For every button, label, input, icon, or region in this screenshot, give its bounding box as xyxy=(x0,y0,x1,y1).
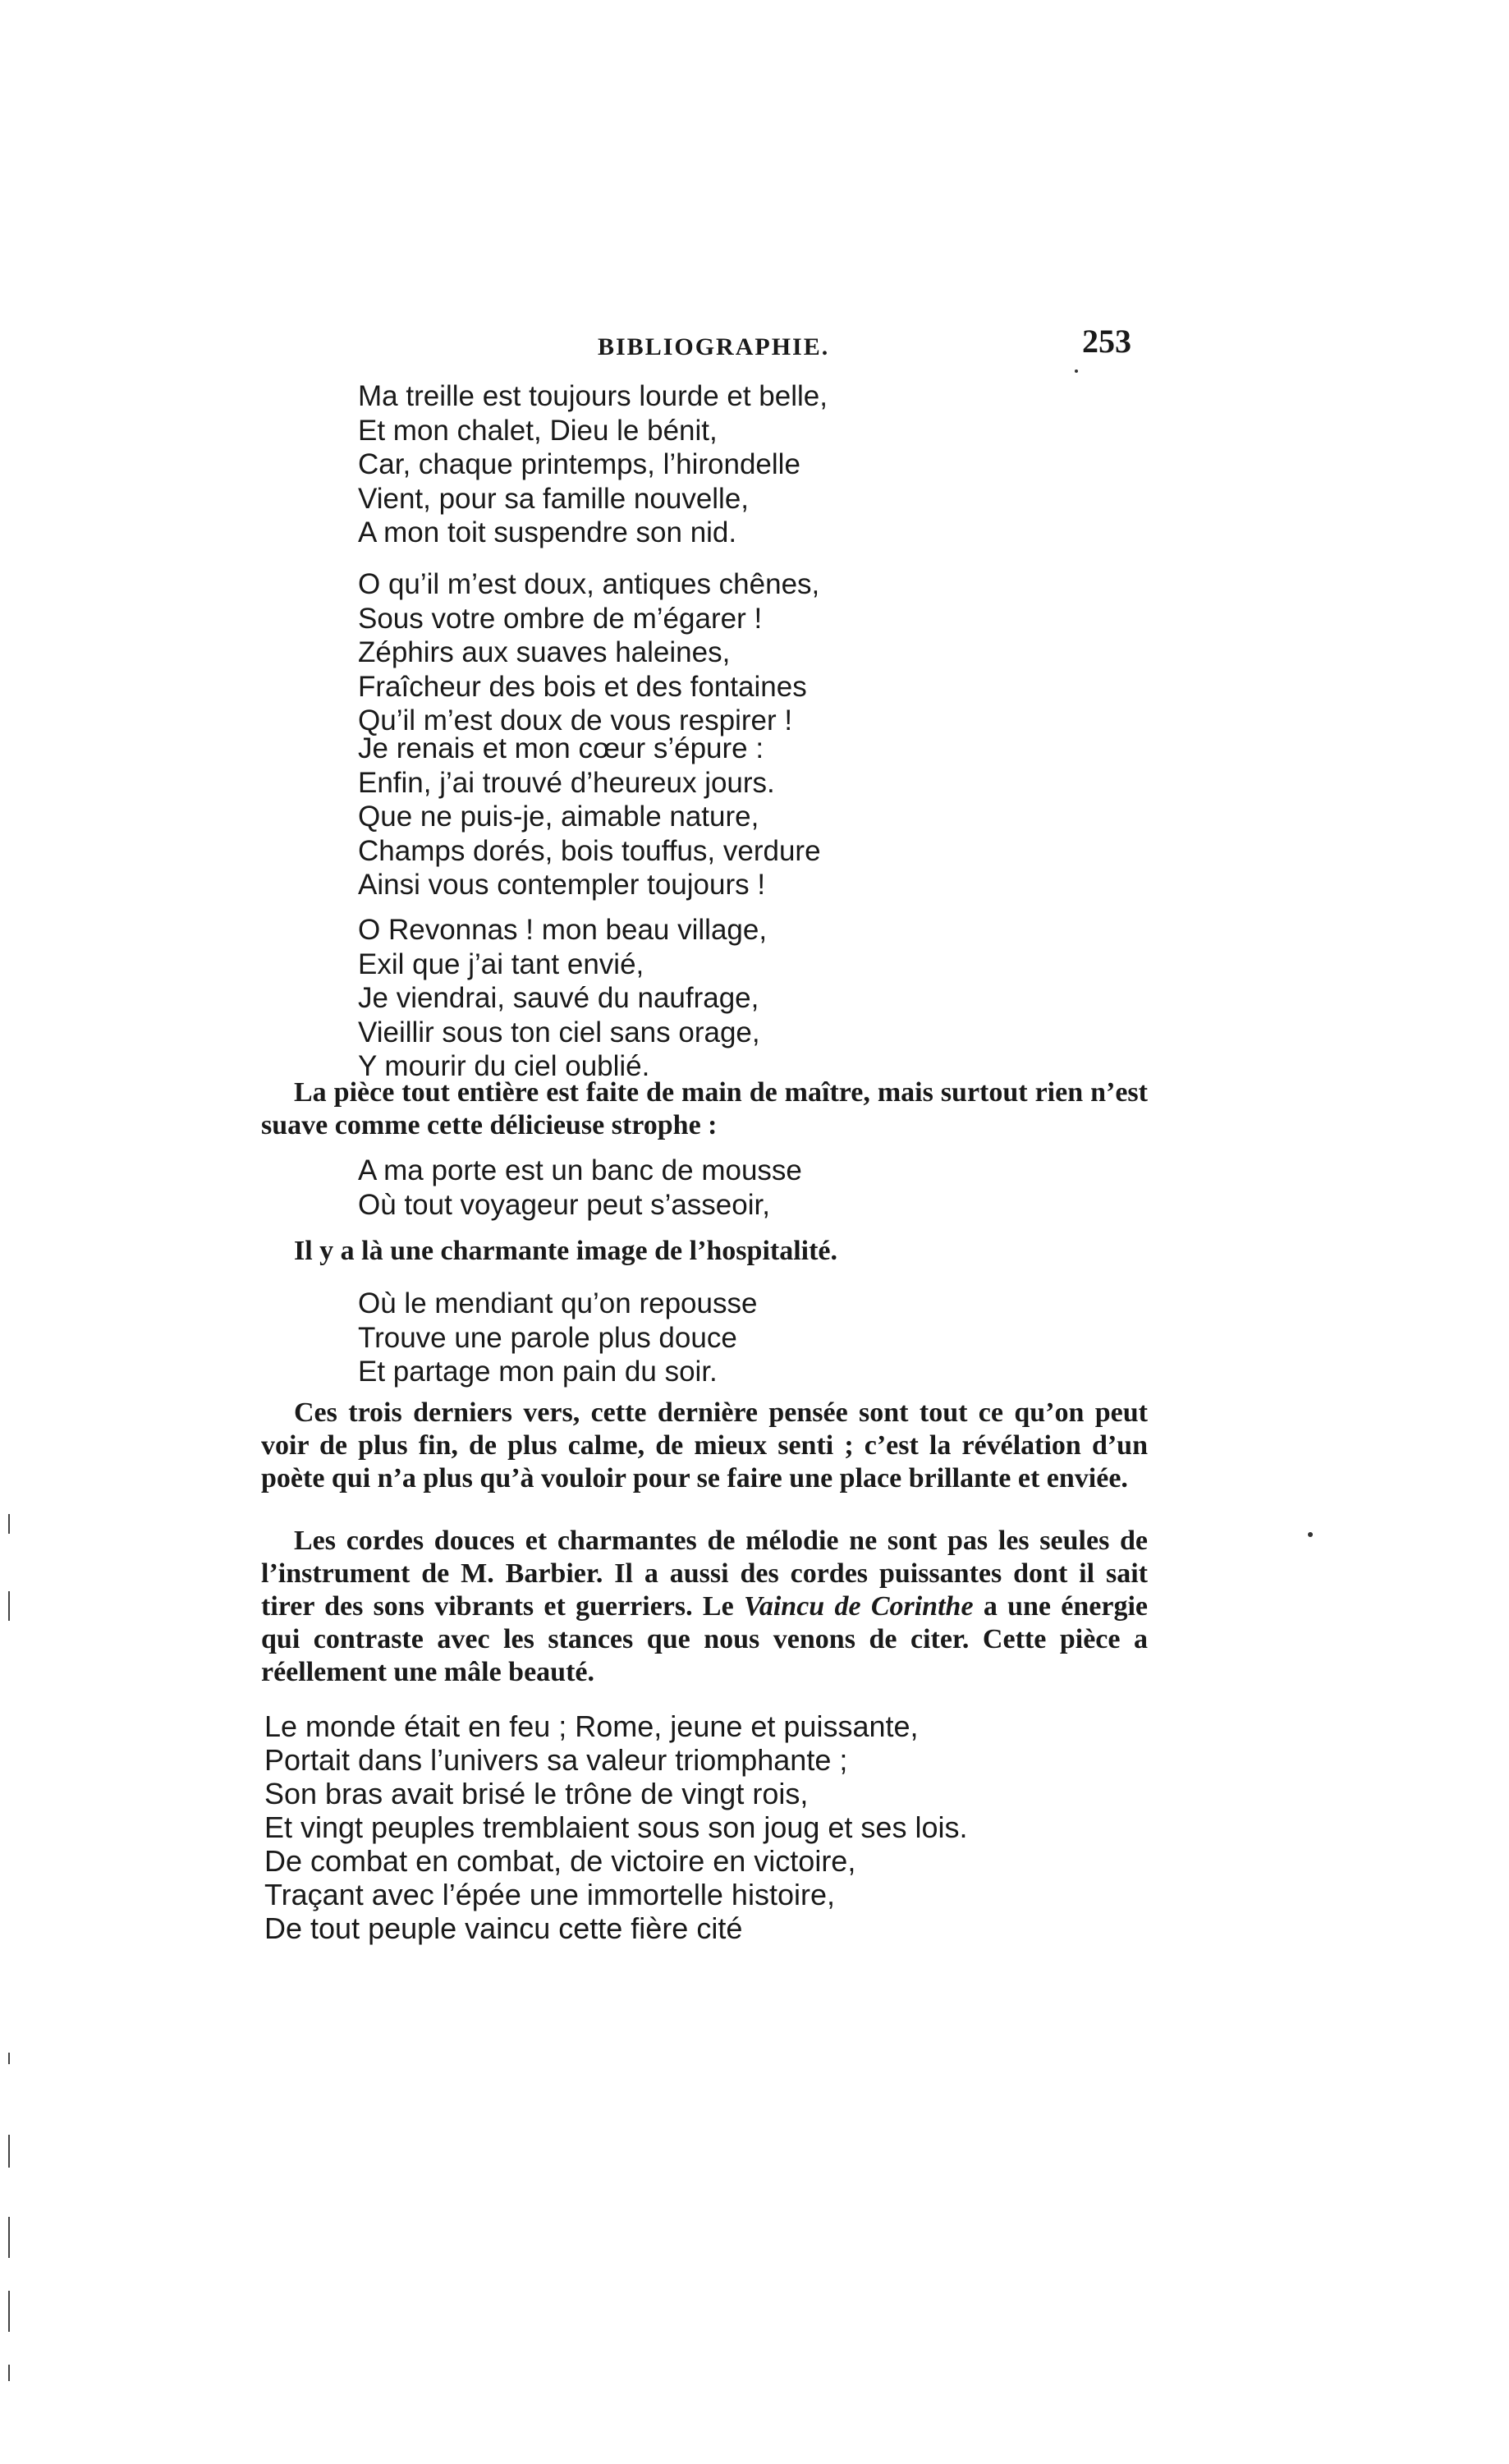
running-header: BIBLIOGRAPHIE. xyxy=(598,333,830,360)
scan-dot xyxy=(1075,369,1078,373)
verse-line: Traçant avec l’épée une immortelle histoire, xyxy=(264,1878,835,1911)
prose-paragraph-4 xyxy=(261,1525,1148,1689)
paragraph-text-after: a une énergie qui contraste avec les stances que nous venons de citer. Cette pièce a réellement une mâle beauté. xyxy=(261,1591,1148,1687)
verse-line: Où tout voyageur peut s’asseoir, xyxy=(358,1188,770,1221)
verse-line: De combat en combat, de victoire en victoire, xyxy=(264,1844,856,1878)
verse-line: Son bras avait brisé le trône de vingt rois, xyxy=(264,1777,809,1810)
verse-line: Sous votre ombre de m’égarer ! xyxy=(358,602,763,635)
paragraph-text: Ces trois derniers vers, cette dernière pensée sont tout ce qu’on peut voir de plus fin, de plus calme, de mieux senti ; c’est la révélation d’un poète qui n’a plus qu’à vouloir pour se faire une place brillante et enviée. xyxy=(261,1397,1148,1494)
scan-mark xyxy=(8,2135,10,2168)
scan-mark xyxy=(8,2053,10,2064)
scan-mark xyxy=(8,2217,10,2258)
verse-line: O Revonnas ! mon beau village, xyxy=(358,914,768,946)
verse-line: Ma treille est toujours lourde et belle, xyxy=(358,380,828,412)
verse-line: Portait dans l’univers sa valeur triomphante ; xyxy=(264,1743,848,1777)
verse-line: De tout peuple vaincu cette fière cité xyxy=(264,1911,743,1945)
verse-line: A ma porte est un banc de mousse xyxy=(358,1154,802,1186)
stanza-1 xyxy=(358,379,828,550)
verse-line: Le monde était en feu ; Rome, jeune et puissante, xyxy=(264,1709,919,1743)
verse-line: Qu’il m’est doux de vous respirer ! xyxy=(358,704,793,737)
prose-paragraph-2: Il y a là une charmante image de l’hospitalité. xyxy=(294,1236,838,1266)
verse-line: Enfin, j’ai trouvé d’heureux jours. xyxy=(358,766,775,799)
verse-line: Y mourir du ciel oublié. xyxy=(358,1050,650,1083)
page-number: 253 xyxy=(1082,323,1131,360)
prose-paragraph-3 xyxy=(261,1397,1148,1495)
quote-1 xyxy=(358,1154,802,1222)
work-title: Vaincu de Corinthe xyxy=(743,1591,974,1622)
verse-line: Ainsi vous contempler toujours ! xyxy=(358,869,766,902)
paragraph-text-before: Les cordes douces et charmantes de mélodie ne sont pas les seules de l’instrument de M. Barbier. Il a aussi des cordes puissantes dont il sait tirer des sons vibrants et guerriers. Le xyxy=(261,1526,1148,1622)
verse-line: Et partage mon pain du soir. xyxy=(358,1356,718,1388)
verse-line: Où le mendiant qu’on repousse xyxy=(358,1287,758,1319)
stanza-2 xyxy=(358,567,819,738)
scan-dot xyxy=(1308,1532,1313,1537)
verse-line: Car, chaque printemps, l’hirondelle xyxy=(358,448,800,481)
verse-line: Vieillir sous ton ciel sans orage, xyxy=(358,1016,760,1048)
scan-mark xyxy=(8,1514,10,1534)
verse-line: Que ne puis-je, aimable nature, xyxy=(358,801,759,833)
quote-2 xyxy=(358,1287,757,1389)
final-verse xyxy=(264,1709,967,1945)
scan-mark xyxy=(8,2365,10,2381)
scan-mark xyxy=(8,1591,10,1621)
verse-line: Fraîcheur des bois et des fontaines xyxy=(358,670,807,703)
stanza-3 xyxy=(358,732,821,902)
paragraph-text: La pièce tout entière est faite de main de maître, mais surtout rien n’est suave comme cette délicieuse strophe : xyxy=(261,1077,1148,1140)
verse-line: Et mon chalet, Dieu le bénit, xyxy=(358,414,718,447)
verse-line: O qu’il m’est doux, antiques chênes, xyxy=(358,568,820,600)
verse-line: Vient, pour sa famille nouvelle, xyxy=(358,482,750,515)
verse-line: Exil que j’ai tant envié, xyxy=(358,948,644,980)
verse-line: Champs dorés, bois touffus, verdure xyxy=(358,834,821,867)
verse-line: Zéphirs aux suaves haleines, xyxy=(358,636,731,669)
verse-line: A mon toit suspendre son nid. xyxy=(358,516,737,549)
verse-line: Trouve une parole plus douce xyxy=(358,1321,737,1354)
stanza-4 xyxy=(358,913,767,1084)
prose-paragraph-1 xyxy=(261,1076,1148,1142)
verse-line: Et vingt peuples tremblaient sous son joug et ses lois. xyxy=(264,1810,968,1844)
verse-line: Je renais et mon cœur s’épure : xyxy=(358,732,764,764)
scan-mark xyxy=(8,2291,10,2332)
verse-line: Je viendrai, sauvé du naufrage, xyxy=(358,982,759,1015)
paragraph-text xyxy=(261,1525,1148,1689)
